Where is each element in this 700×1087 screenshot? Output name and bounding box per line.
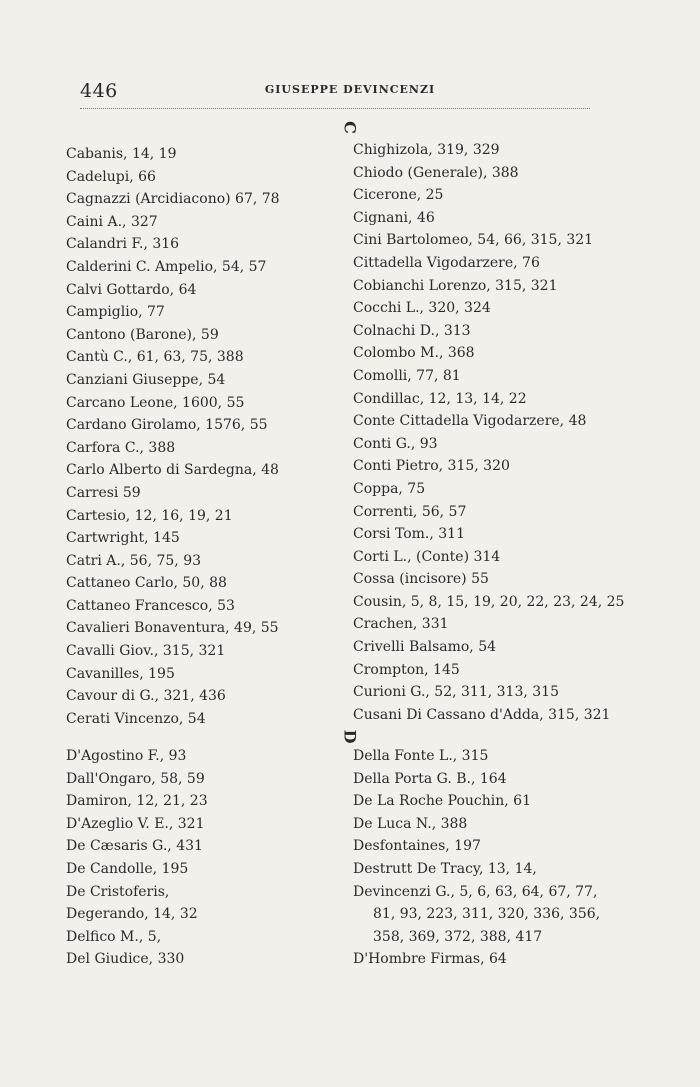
index-entry: Carresi 59 bbox=[66, 484, 141, 501]
index-entry: Condillac, 12, 13, 14, 22 bbox=[353, 390, 527, 407]
section-letter-c: C bbox=[340, 121, 360, 134]
index-entry: Carcano Leone, 1600, 55 bbox=[66, 394, 245, 411]
index-entry: Cavour di G., 321, 436 bbox=[66, 688, 226, 705]
index-entry: Chiodo (Generale), 388 bbox=[353, 164, 519, 181]
index-entry: Cerati Vincenzo, 54 bbox=[66, 710, 206, 727]
index-entry: Cavalieri Bonaventura, 49, 55 bbox=[66, 620, 279, 637]
section-c-right-column bbox=[353, 139, 624, 726]
index-entry: Degerando, 14, 32 bbox=[66, 906, 198, 923]
index-entry: Crivelli Balsamo, 54 bbox=[353, 639, 497, 656]
index-entry: Chighizola, 319, 329 bbox=[353, 142, 500, 158]
index-entry: Cabanis, 14, 19 bbox=[66, 146, 177, 162]
index-entry: Cantono (Barone), 59 bbox=[66, 326, 219, 343]
index-entry: Coppa, 75 bbox=[353, 480, 426, 497]
section-d-left-column bbox=[66, 745, 208, 971]
index-entry: Destrutt De Tracy, 13, 14, bbox=[353, 860, 537, 877]
index-entry: Comolli, 77, 81 bbox=[353, 367, 461, 384]
index-entry: Del Giudice, 330 bbox=[66, 951, 185, 968]
index-entry: Calandri F., 316 bbox=[66, 236, 180, 253]
index-entry: De Cristoferis, bbox=[66, 883, 170, 900]
index-entry: De Luca N., 388 bbox=[353, 815, 468, 832]
index-entry: De La Roche Pouchin, 61 bbox=[353, 793, 531, 810]
index-entry: D'Hombre Firmas, 64 bbox=[353, 951, 507, 968]
section-letter-d: D bbox=[340, 729, 360, 744]
index-entry: Calderini C. Ampelio, 54, 57 bbox=[66, 258, 267, 275]
index-entry: Catri A., 56, 75, 93 bbox=[66, 552, 202, 569]
index-entry: Carfora C., 388 bbox=[66, 439, 176, 456]
index-entry: Cousin, 5, 8, 15, 19, 20, 22, 23, 24, 25 bbox=[353, 593, 625, 610]
index-entry: Dall'Ongaro, 58, 59 bbox=[66, 770, 205, 787]
index-entry: Cicerone, 25 bbox=[353, 187, 444, 204]
index-entry: Cocchi L., 320, 324 bbox=[353, 300, 491, 317]
index-entry: Devincenzi G., 5, 6, 63, 64, 67, 77, bbox=[353, 883, 598, 900]
index-entry: Crompton, 145 bbox=[353, 661, 460, 678]
index-entry: Colnachi D., 313 bbox=[353, 322, 471, 339]
index-entry: Cavalli Giov., 315, 321 bbox=[66, 643, 226, 660]
page-number: 446 bbox=[80, 80, 118, 102]
index-entry: Cartesio, 12, 16, 19, 21 bbox=[66, 507, 233, 524]
index-entry: Caini A., 327 bbox=[66, 213, 158, 230]
section-d-right-column bbox=[353, 745, 600, 971]
section-c-left-column bbox=[66, 143, 280, 730]
index-entry: Crachen, 331 bbox=[353, 616, 449, 633]
index-entry: D'Azeglio V. E., 321 bbox=[66, 815, 205, 832]
index-entry: Cagnazzi (Arcidiacono) 67, 78 bbox=[66, 191, 280, 208]
index-entry: Conti Pietro, 315, 320 bbox=[353, 458, 510, 475]
index-entry: De Cæsaris G., 431 bbox=[66, 838, 203, 855]
index-entry: Cattaneo Francesco, 53 bbox=[66, 597, 235, 614]
index-entry: 81, 93, 223, 311, 320, 336, 356, bbox=[373, 906, 601, 923]
index-entry: Colombo M., 368 bbox=[353, 345, 475, 362]
running-title: GIUSEPPE DEVINCENZI bbox=[264, 83, 436, 96]
index-entry: Conte Cittadella Vigodarzere, 48 bbox=[353, 413, 587, 430]
index-entry: De Candolle, 195 bbox=[66, 860, 189, 877]
index-entry: Cartwright, 145 bbox=[66, 530, 180, 547]
index-entry: Cattaneo Carlo, 50, 88 bbox=[66, 575, 227, 592]
index-entry: Calvi Gottardo, 64 bbox=[66, 281, 197, 298]
header-rule bbox=[80, 108, 590, 109]
index-entry: Curioni G., 52, 311, 313, 315 bbox=[353, 684, 559, 701]
index-entry: Campiglio, 77 bbox=[66, 304, 165, 321]
index-entry: Cusani Di Cassano d'Adda, 315, 321 bbox=[353, 706, 611, 723]
index-entry: Cini Bartolomeo, 54, 66, 315, 321 bbox=[353, 232, 594, 249]
index-entry: Delfico M., 5, bbox=[66, 928, 162, 945]
index-entry: Della Porta G. B., 164 bbox=[353, 770, 507, 787]
index-entry: Corsi Tom., 311 bbox=[353, 526, 465, 543]
index-entry: Conti G., 93 bbox=[353, 435, 438, 452]
index-entry: Cavanilles, 195 bbox=[66, 665, 175, 682]
index-entry: Canziani Giuseppe, 54 bbox=[66, 371, 226, 388]
index-entry: Desfontaines, 197 bbox=[353, 838, 481, 855]
index-entry: Cardano Girolamo, 1576, 55 bbox=[66, 417, 268, 434]
index-entry: Cantù C., 61, 63, 75, 388 bbox=[66, 349, 244, 366]
index-entry: Carlo Alberto di Sardegna, 48 bbox=[66, 462, 279, 479]
index-entry: Cadelupi, 66 bbox=[66, 168, 156, 185]
index-entry: Correnti, 56, 57 bbox=[353, 503, 467, 520]
index-entry: Cittadella Vigodarzere, 76 bbox=[353, 254, 540, 271]
index-entry: Della Fonte L., 315 bbox=[353, 748, 489, 764]
index-entry: Damiron, 12, 21, 23 bbox=[66, 793, 208, 810]
index-entry: Cignani, 46 bbox=[353, 209, 435, 226]
index-entry: 358, 369, 372, 388, 417 bbox=[373, 928, 543, 945]
index-entry: Cossa (incisore) 55 bbox=[353, 571, 489, 588]
index-entry: Corti L., (Conte) 314 bbox=[353, 548, 501, 565]
index-entry: Cobianchi Lorenzo, 315, 321 bbox=[353, 277, 558, 294]
index-entry: D'Agostino F., 93 bbox=[66, 748, 187, 764]
